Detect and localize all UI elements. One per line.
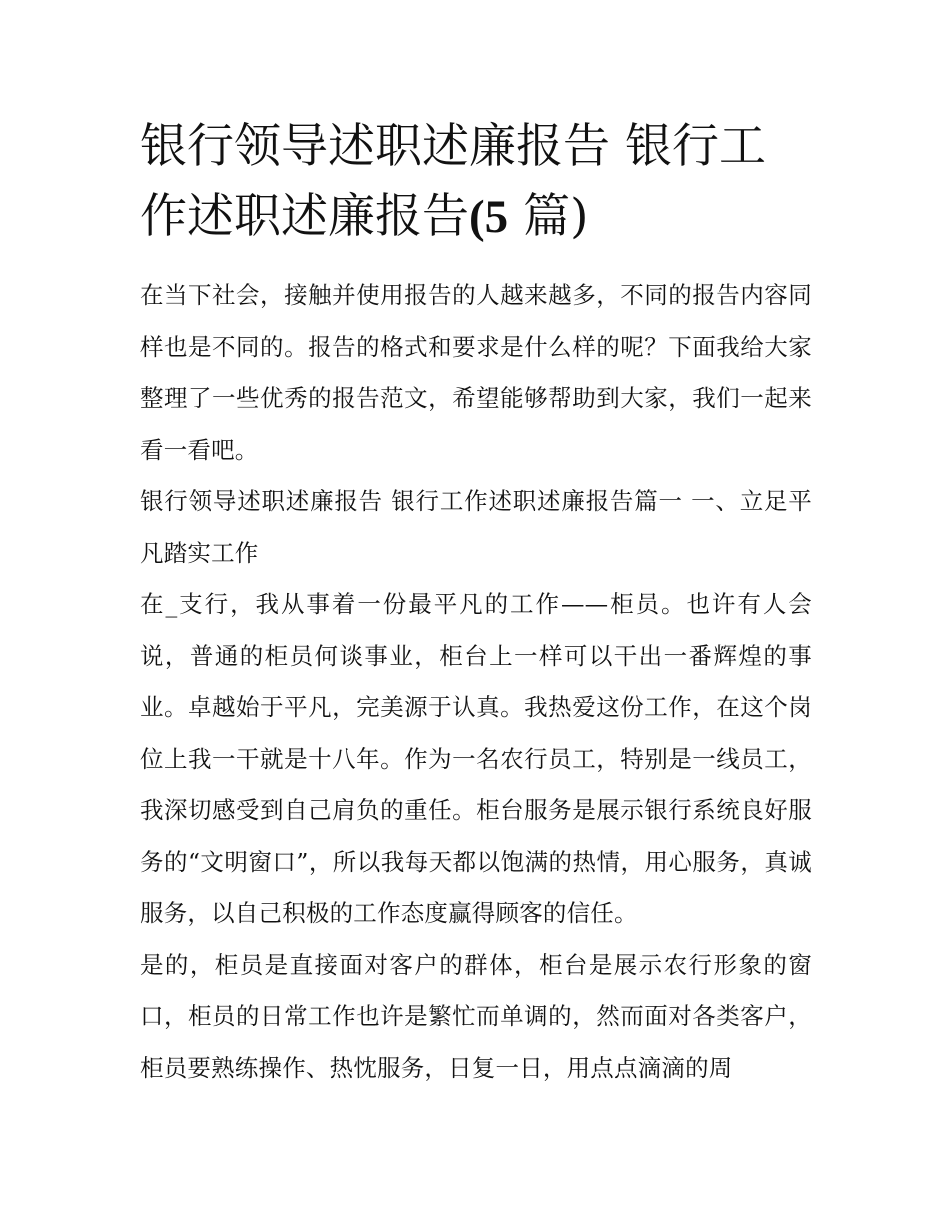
document-page: [140, 112, 812, 1094]
title-text: 银行领导述职述廉报告 银行工作述职述廉报告: [140, 119, 766, 244]
intro-paragraph: 在当下社会，接触并使用报告的人越来越多，不同的报告内容同样也是不同的。报告的格式和要求是什么样的呢？下面我给大家整理了一些优秀的报告范文，希望能够帮助到大家，我们一起来看一看吧。: [140, 281, 812, 464]
title-suffix: 篇): [508, 189, 589, 244]
body-paragraph: 在_支行，我从事着一份最平凡的工作——柜员。也许有人会说，普通的柜员何谈事业，柜台上一样可以干出一番辉煌的事业。卓越始于平凡，完美源于认真。我热爱这份工作，在这个岗位上我一干就是十八年。作为一名农行员工，特别是一线员工，我深切感受到自己肩负的重任。柜台服务是展示银行系统良好服务的“文明窗口”，所以我每天都以饱满的热情，用心服务，真诚服务，以自己积极的工作态度赢得顾客的信任。: [140, 590, 812, 927]
title-count: (5: [469, 191, 509, 243]
body-paragraph: 是的，柜员是直接面对客户的群体，柜台是展示农行形象的窗口，柜员的日常工作也许是繁忙而单调的，然而面对各类客户，柜员要熟练操作、热忱服务，日复一日，用点点滴滴的周: [140, 950, 812, 1082]
document-title: [140, 112, 812, 252]
section-heading: 银行领导述职述廉报告 银行工作述职述廉报告篇一 一、立足平凡踏实工作: [140, 487, 812, 567]
